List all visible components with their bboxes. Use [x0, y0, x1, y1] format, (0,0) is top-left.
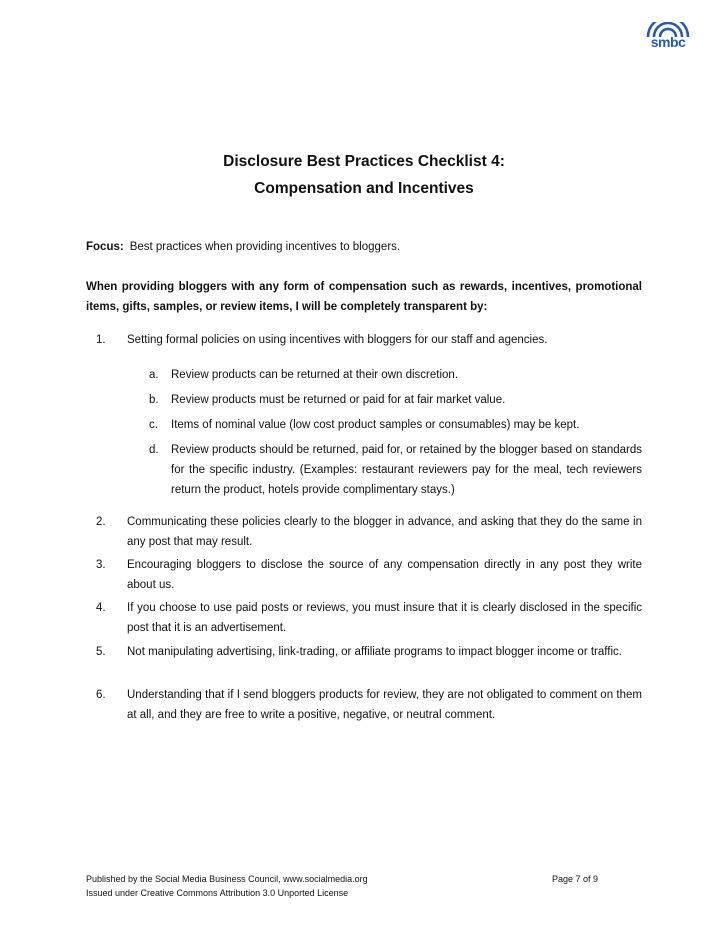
footer-license: Issued under Creative Commons Attribution 3.0 Unported License [86, 888, 349, 898]
sublist-text: Review products should be returned, paid for, or retained by the blogger based on standards for the specific industry. (Examples: restaurant reviewers pay for the meal, tech reviewers return the product, hotels provide complimentary stays.) [171, 444, 642, 496]
intro-paragraph: When providing bloggers with any form of compensation such as rewards, incentives, promotional items, gifts, samples, or review items, I will be completely transparent by: [86, 281, 642, 313]
list-text: Understanding that if I send bloggers products for review, they are not obligated to comment on them at all, and they are free to write a positive, negative, or neutral comment. [127, 689, 642, 721]
list-number: 3. [96, 559, 106, 571]
sublist-item-c [149, 415, 642, 435]
focus-text: Best practices when providing incentives to bloggers. [129, 241, 401, 253]
title-line-1: Disclosure Best Practices Checklist 4: [223, 153, 505, 170]
sublist-letter: c. [149, 419, 158, 431]
list-number: 2. [96, 516, 106, 528]
focus-statement [86, 241, 400, 253]
focus-label: Focus: [86, 241, 124, 253]
title-line-2: Compensation and Incentives [254, 180, 474, 197]
sublist-text: Review products can be returned at their own discretion. [171, 369, 459, 381]
list-number: 1. [96, 334, 106, 346]
sublist-item-b [149, 390, 642, 410]
sublist-letter: a. [149, 369, 159, 381]
list-text: Setting formal policies on using incentives with bloggers for our staff and agencies. [127, 334, 548, 346]
logo-text: smbc [650, 34, 686, 50]
footer-publisher: Published by the Social Media Business Council, www.socialmedia.org [86, 874, 368, 884]
sublist-item-a [149, 365, 642, 385]
sublist-text: Items of nominal value (low cost product samples or consumables) may be kept. [171, 419, 580, 431]
list-text: If you choose to use paid posts or reviews, you must insure that it is clearly disclosed in the specific post that it is an advertisement. [127, 602, 642, 634]
sublist-item-d [149, 440, 642, 500]
page-footer [86, 872, 642, 900]
sublist-letter: b. [149, 394, 159, 406]
list-item-1 [96, 330, 642, 350]
list-item-6 [96, 685, 642, 725]
list-text: Communicating these policies clearly to the blogger in advance, and asking that they do the same in any post that may result. [127, 516, 642, 548]
sublist-letter: d. [149, 444, 159, 456]
list-item-2 [96, 512, 642, 552]
list-number: 6. [96, 689, 106, 701]
page-number: Page 7 of 9 [552, 874, 599, 884]
list-item-5 [96, 642, 642, 662]
page-title [86, 148, 642, 202]
list-number: 5. [96, 646, 106, 658]
list-item-3 [96, 555, 642, 595]
smbc-logo [644, 22, 692, 52]
list-number: 4. [96, 602, 106, 614]
list-item-4 [96, 598, 642, 638]
sublist-text: Review products must be returned or paid for at fair market value. [171, 394, 506, 406]
list-text: Encouraging bloggers to disclose the source of any compensation directly in any post they write about us. [127, 559, 642, 591]
list-text: Not manipulating advertising, link-trading, or affiliate programs to impact blogger income or traffic. [127, 646, 622, 658]
